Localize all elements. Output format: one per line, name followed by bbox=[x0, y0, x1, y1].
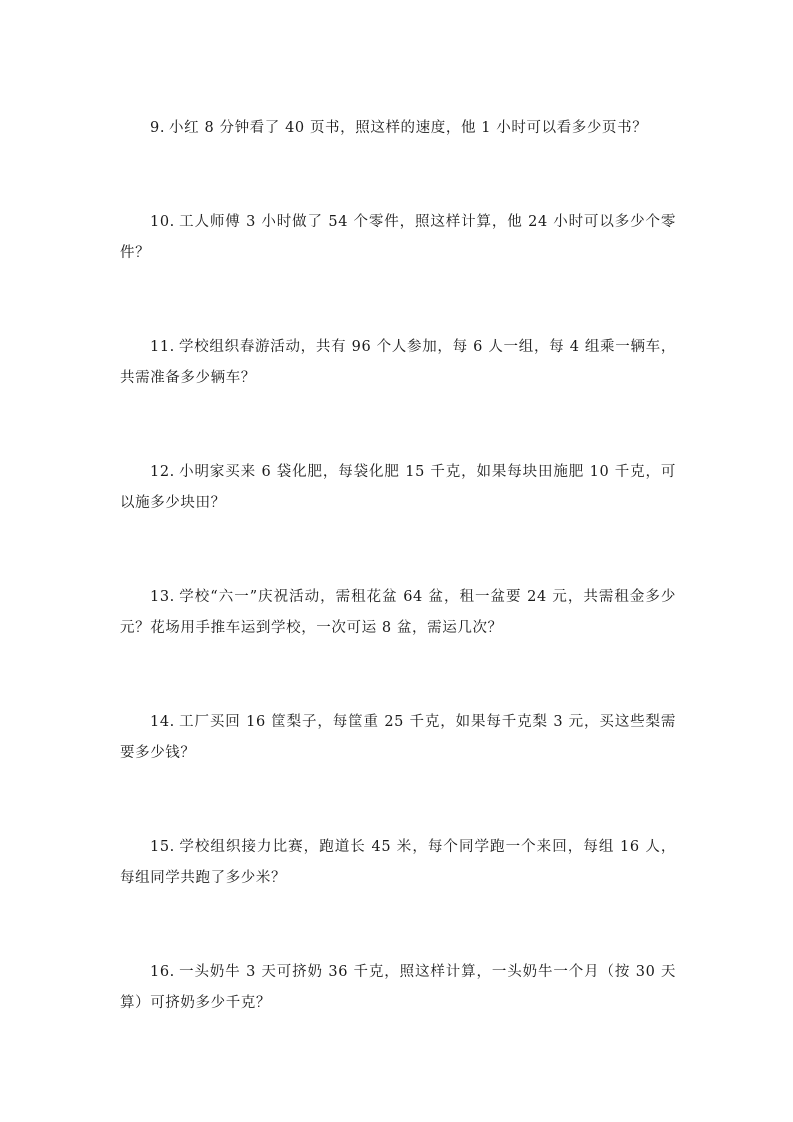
problem-13 bbox=[120, 582, 676, 644]
problem-9 bbox=[120, 113, 676, 144]
problem-number: 10. bbox=[150, 214, 175, 230]
problem-text: 学校组织春游活动，共有 96 个人参加，每 6 人一组，每 4 组乘一辆车，共需准备多少辆车？ bbox=[120, 339, 676, 386]
problem-text: 一头奶牛 3 天可挤奶 36 千克，照这样计算，一头奶牛一个月（按 30 天算）可挤奶多少千克？ bbox=[120, 964, 676, 1011]
problem-number: 13. bbox=[150, 589, 175, 605]
problem-16 bbox=[120, 957, 676, 1019]
problem-number: 16. bbox=[150, 964, 175, 980]
problem-text: 学校“六一”庆祝活动，需租花盆 64 盆，租一盆要 24 元，共需租金多少元？花场用手推车运到学校，一次可运 8 盆，需运几次？ bbox=[120, 589, 676, 636]
problem-10 bbox=[120, 207, 676, 269]
problem-text: 学校组织接力比赛，跑道长 45 米，每个同学跑一个来回，每组 16 人，每组同学共跑了多少米？ bbox=[120, 839, 676, 886]
problem-number: 9. bbox=[150, 120, 166, 136]
problem-number: 12. bbox=[150, 464, 175, 480]
problem-text: 工人师傅 3 小时做了 54 个零件，照这样计算，他 24 小时可以多少个零件？ bbox=[120, 214, 676, 261]
problem-number: 14. bbox=[150, 714, 175, 730]
problem-text: 小红 8 分钟看了 40 页书，照这样的速度，他 1 小时可以看多少页书？ bbox=[169, 120, 648, 136]
problem-text: 工厂买回 16 筐梨子，每筐重 25 千克，如果每千克梨 3 元，买这些梨需要多少钱？ bbox=[120, 714, 676, 761]
problem-number: 15. bbox=[150, 839, 175, 855]
problem-15 bbox=[120, 832, 676, 894]
problem-number: 11. bbox=[150, 339, 175, 355]
problem-text: 小明家买来 6 袋化肥，每袋化肥 15 千克，如果每块田施肥 10 千克，可以施多少块田？ bbox=[120, 464, 676, 511]
problem-14 bbox=[120, 707, 676, 769]
problem-12 bbox=[120, 457, 676, 519]
problem-11 bbox=[120, 332, 676, 394]
